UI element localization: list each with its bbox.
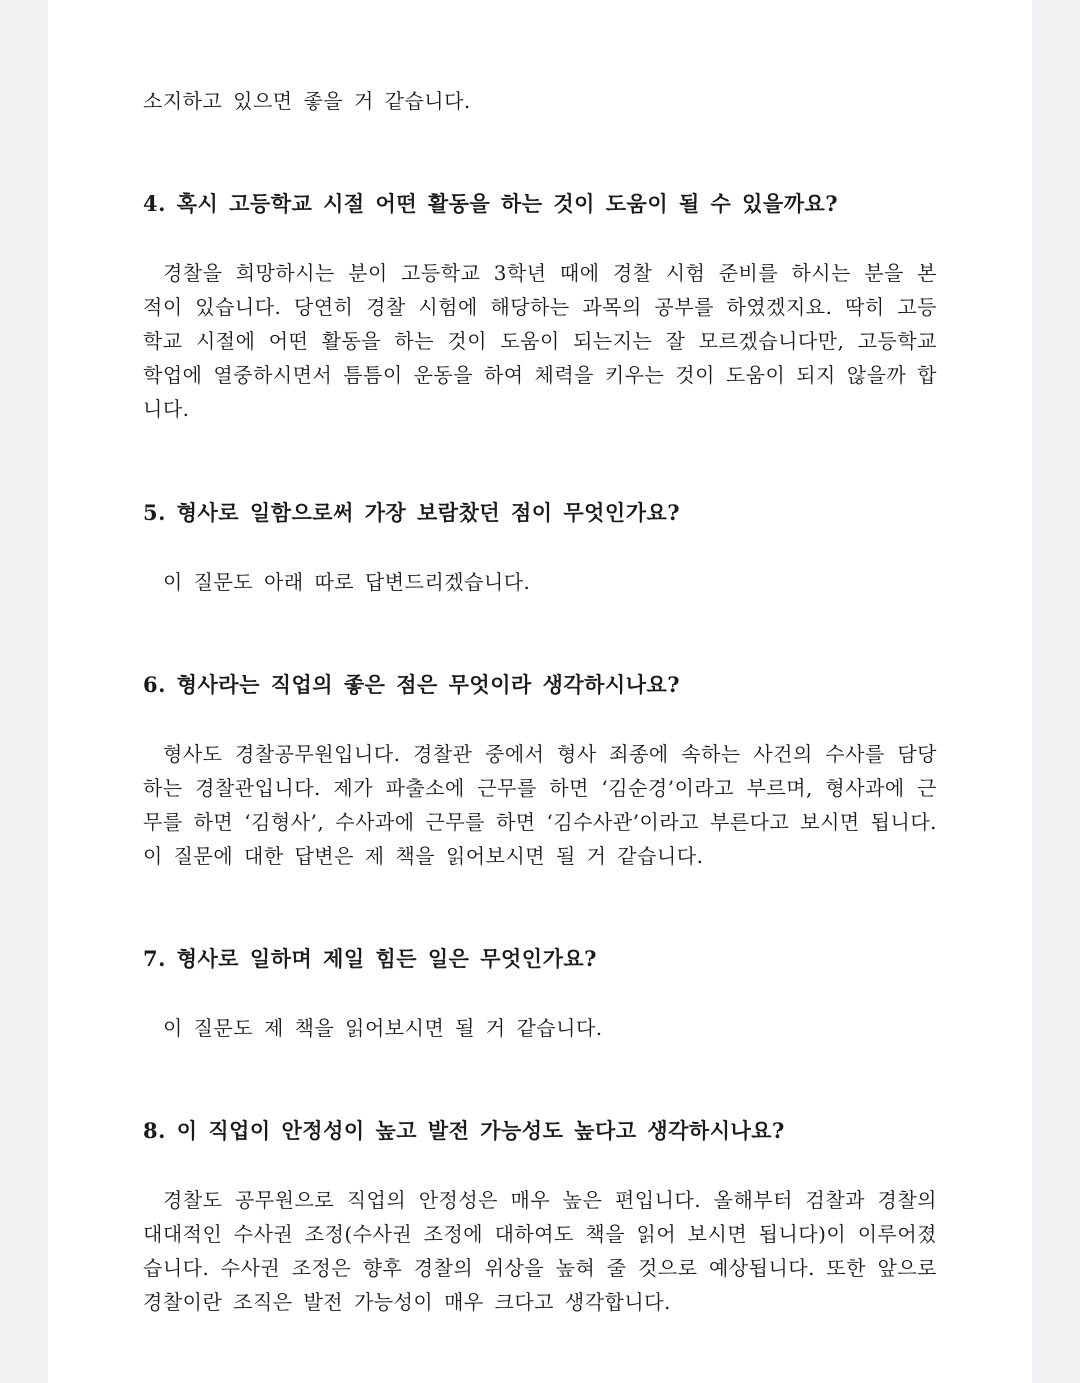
answer-5-paragraph: 이 질문도 아래 따로 답변드리겠습니다.	[163, 570, 531, 594]
question-7-heading: 7. 형사로 일하며 제일 힘든 일은 무엇인가요?	[143, 946, 597, 971]
question-6-heading: 6. 형사라는 직업의 좋은 점은 무엇이라 생각하시나요?	[143, 672, 681, 697]
question-4-heading: 4. 혹시 고등학교 시절 어떤 활동을 하는 것이 도움이 될 수 있을까요?	[143, 191, 839, 216]
answer-8-paragraph: 경찰도 공무원으로 직업의 안정성은 매우 높은 편입니다. 올해부터 검찰과 경찰의 대대적인 수사권 조정(수사권 조정에 대하여도 책을 읽어 보시면 됩니다)이 이루어졌습니다. 수사권 조정은 향후 경찰의 위상을 높혀 줄 것으로 예상됩니다. 또한 앞으로 경찰이란 조직은 발전 가능성이 매우 크다고 생각합니다.	[143, 1188, 937, 1314]
answer-7-paragraph: 이 질문도 제 책을 읽어보시면 될 거 같습니다.	[163, 1016, 603, 1040]
question-5-heading: 5. 형사로 일함으로써 가장 보람찼던 점이 무엇인가요?	[143, 500, 681, 525]
answer-6-paragraph: 형사도 경찰공무원입니다. 경찰관 중에서 형사 죄종에 속하는 사건의 수사를 담당하는 경찰관입니다. 제가 파출소에 근무를 하면 ‘김순경’이라고 부르며, 형사과에 근무를 하면 ‘김형사’, 수사과에 근무를 하면 ‘김수사관’이라고 부른다고 보시면 됩니다. 이 질문에 대한 답변은 제 책을 읽어보시면 될 거 같습니다.	[143, 742, 937, 868]
intro-tail-paragraph: 소지하고 있으면 좋을 거 같습니다.	[143, 89, 471, 113]
document-page	[48, 0, 1032, 1383]
answer-4-paragraph: 경찰을 희망하시는 분이 고등학교 3학년 때에 경찰 시험 준비를 하시는 분을 본 적이 있습니다. 당연히 경찰 시험에 해당하는 과목의 공부를 하였겠지요. 딱히 고등학교 시절에 어떤 활동을 하는 것이 도움이 되는지는 잘 모르겠습니다만, 고등학교 학업에 열중하시면서 틈틈이 운동을 하여 체력을 키우는 것이 도움이 되지 않을까 합니다.	[143, 261, 937, 421]
question-8-heading: 8. 이 직업이 안정성이 높고 발전 가능성도 높다고 생각하시나요?	[143, 1118, 785, 1143]
